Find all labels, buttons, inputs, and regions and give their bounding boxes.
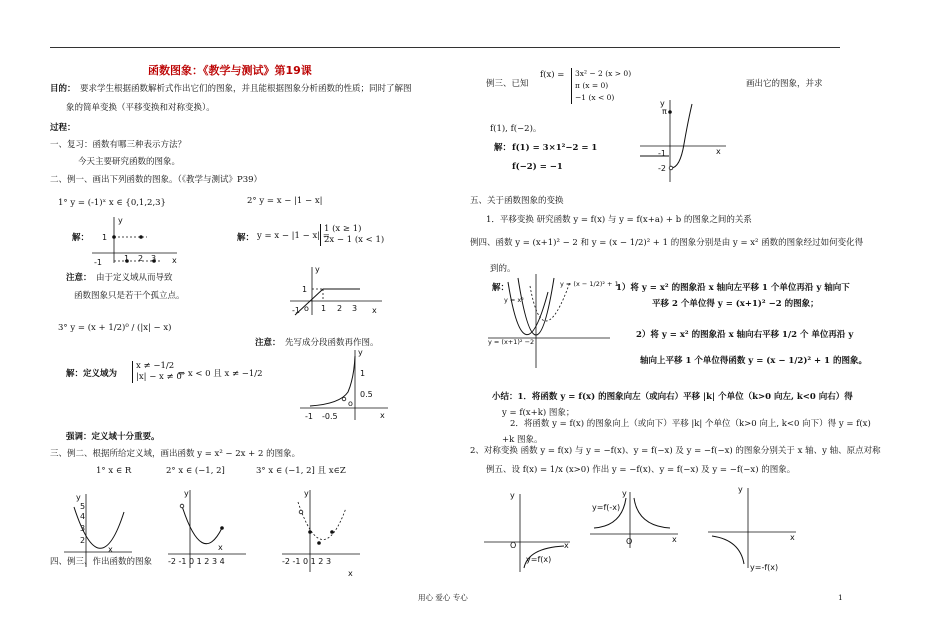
closed-point xyxy=(317,541,321,545)
domain-label: 解：定义域为 xyxy=(66,369,118,379)
tick-label: 1 xyxy=(360,369,366,378)
example3-label: 例三、已知 xyxy=(486,79,529,89)
graph-parabola-shifts xyxy=(488,272,619,372)
tick-label: -2 -1 0 1 2 3 xyxy=(282,557,332,566)
symmetry-line: 2、对称变换 函数 y = f(x) 与 y = −f(x)、y = f(−x) 及 y = −f(−x) 的图象分别关于 x 轴、y 轴、原点对称 xyxy=(470,446,881,456)
data-point xyxy=(139,235,143,239)
axis-label-x: x xyxy=(108,545,113,554)
tick-label: π xyxy=(662,107,667,116)
open-point xyxy=(669,166,673,170)
curve-label: y = x² xyxy=(504,296,524,304)
origin-label: o xyxy=(348,399,353,408)
graph-parabola-integers xyxy=(282,488,362,580)
axis-label-y: y xyxy=(510,491,515,500)
open-point xyxy=(299,510,303,514)
curve-right xyxy=(671,104,692,168)
top-rule xyxy=(50,47,840,48)
example5-line: 例五、设 f(x) = 1/x (x>0) 作出 y = −f(x)、y = f(−x) 及 y = −f(−x) 的图象。 xyxy=(486,465,796,475)
note-label: 注意： xyxy=(66,273,92,283)
axis-label-y: y xyxy=(660,99,665,108)
axis-label-y: y xyxy=(184,489,189,498)
tick-label: 3 xyxy=(80,524,86,533)
curve xyxy=(712,536,744,564)
ex4-solution-1b: 平移 2 个单位得 y = (x+1)² −2 的图象； xyxy=(652,299,819,309)
axis-label-y: y xyxy=(358,348,363,357)
graph-ex3-piecewise xyxy=(640,96,730,184)
graph-parabola-interval xyxy=(168,488,248,572)
tick-label: 1 xyxy=(321,304,327,313)
note-label-2: 注意： xyxy=(255,338,281,348)
graph-f-negx xyxy=(590,488,680,558)
tick-label: -1 xyxy=(658,149,666,158)
graph-neg-f-negx xyxy=(708,484,798,574)
ex1-solution-label: 解： xyxy=(72,233,90,243)
tick-label: 1 xyxy=(302,285,308,294)
summary-1 xyxy=(492,392,853,403)
domain-result: ⇒ x < 0 且 x ≠ −1/2 xyxy=(178,369,263,379)
goal-text-2: 象的简单变换（平移变换和对称变换）。 xyxy=(66,103,215,113)
ex3-answer-2: f(−2) = −1 xyxy=(512,162,563,172)
axis-label-x: x xyxy=(564,541,569,550)
graph-hyperbola-branch xyxy=(300,348,390,423)
tick-label: 4 xyxy=(80,512,86,521)
footer: 用心 爱心 专心 xyxy=(418,593,468,602)
curve xyxy=(182,506,222,544)
curve-dashed xyxy=(298,502,346,540)
summary-1b: y = f(x+k) 图象； xyxy=(502,408,575,418)
note-1b: 函数图象只是若干个孤立点。 xyxy=(74,291,185,301)
curve-shift-left xyxy=(508,282,548,335)
example4-line-b: 到的。 xyxy=(490,264,516,274)
example1-line: 二、例一、画出下列函数的图象。（《教学与测试》P39） xyxy=(50,175,263,185)
emphasis-line: 强调：定义域十分重要。 xyxy=(66,432,160,442)
axis-label-x: x xyxy=(380,411,385,420)
ex1-formula-3: 3° y = (x + 1/2)⁰ / (|x| − x) xyxy=(58,323,172,333)
axis-label-x: x xyxy=(348,569,353,578)
tick-label: 3 xyxy=(151,254,157,263)
section5-title: 五、关于函数图象的变换 xyxy=(470,196,564,206)
curve-label: y=-f(x) xyxy=(750,563,779,572)
axis-label-x: x xyxy=(372,306,377,315)
axis-label-y: y xyxy=(622,489,627,498)
review-line: 一、复习：函数有哪三种表示方法？ xyxy=(50,140,187,150)
piecewise-ex1: y = x − |1 − x| = xyxy=(257,231,330,241)
ex4-solution-label: 解： xyxy=(492,283,510,293)
origin-label: O xyxy=(626,537,633,546)
ex3-solution-label: 解： xyxy=(494,143,512,153)
origin-label: O xyxy=(510,541,517,550)
ex4-solution-2b: 轴向上平移 1 个单位得函数 y = (x − 1/2)² + 1 的图象。 xyxy=(640,356,867,366)
tick-label: -1 xyxy=(94,258,102,267)
axis-label-y: y xyxy=(738,485,743,494)
today-line: 今天主要研究函数的图象。 xyxy=(78,157,181,167)
ex4-solution-2: 2）将 y = x² 的图象沿 x 轴向右平移 1/2 个 单位再沿 y xyxy=(636,330,854,340)
piecewise-cases: 1 (x ≥ 1) 2x − 1 (x < 1) xyxy=(320,224,384,246)
summary-text: 小结：1．将函数 y = f(x) 的图象向左（或向右）平移 |k| 个单位（k>0 向左, k<0 向右）得 xyxy=(492,392,853,402)
page-number: 1 xyxy=(838,593,843,602)
example3-ask: f(1), f(−2)。 xyxy=(490,124,542,134)
axis-label-y: y xyxy=(118,216,123,225)
tick-label: -0.5 xyxy=(322,412,338,421)
tick-label: 1 xyxy=(102,233,108,242)
ex1-solution-label-2: 解： xyxy=(237,233,255,243)
ex3-function: f(x) = xyxy=(540,70,565,80)
axis-label-y: y xyxy=(315,265,320,274)
ex1-formula-2: 2° y = x − |1 − x| xyxy=(247,196,323,206)
tick-label: 2 xyxy=(80,536,86,545)
ex2-case-2: 2° x ∈ (−1, 2] xyxy=(166,466,225,476)
closed-point xyxy=(668,110,672,114)
axis-label-x: x xyxy=(218,543,223,552)
summary-2: 2．将函数 y = f(x) 的图象向上（或向下）平移 |k| 个单位（k>0 向上, k<0 向下）得 y = f(x) xyxy=(510,419,871,429)
example3-tail: 画出它的图象，并求 xyxy=(746,79,823,89)
goal-label: 目的： xyxy=(50,84,76,94)
summary-2b: +k 图象。 xyxy=(502,435,543,445)
ex3-pieces: 3x² − 2 (x > 0) π (x = 0) −1 (x < 0) xyxy=(571,68,631,104)
tick-label: 3 xyxy=(352,304,358,313)
axis-label-x: x xyxy=(790,533,795,542)
page-title: 函数图象：《教学与测试》第19课 xyxy=(148,64,312,77)
graph-piecewise-linear xyxy=(290,263,385,318)
axis-label-y: y xyxy=(304,489,309,498)
closed-point xyxy=(330,530,334,534)
open-point xyxy=(342,397,346,401)
tick-label: -1 xyxy=(305,412,313,421)
note-1: 由于定义域从而导致 xyxy=(96,273,173,283)
axis-label-x: x xyxy=(716,147,721,156)
closed-point xyxy=(308,530,312,534)
shift-line: 1．平移变换 研究函数 y = f(x) 与 y = f(x+a) + b 的图象之间的关系 xyxy=(486,215,752,225)
tick-label: -2 -1 0 1 2 3 4 xyxy=(168,557,225,566)
goal-text: 要求学生根据函数解析式作出它们的图象，并且能根据图象分析函数的性质；同时了解图 xyxy=(80,84,412,94)
example2-line: 三、例二、根据所给定义域，画出函数 y = x² − 2x + 2 的图象。 xyxy=(50,449,301,459)
example4-line: 例四、函数 y = (x+1)² − 2 和 y = (x − 1/2)² + 1 的图象分别是由 y = x² 函数的图象经过如何变化得 xyxy=(470,238,864,248)
ex1-formula-1: 1° y = (-1)ˣ x ∈ {0,1,2,3} xyxy=(58,198,166,208)
ex2-case-1: 1° x ∈ R xyxy=(96,466,132,476)
ex4-bottom-line: 四、例三、作出函数的图象 xyxy=(50,557,153,567)
tick-label: -2 xyxy=(658,164,666,173)
domain-cases: x ≠ −1/2 |x| − x ≠ 0 xyxy=(132,361,182,383)
tick-label: 2 xyxy=(337,304,343,313)
closed-point xyxy=(220,526,224,530)
origin-label: o xyxy=(304,304,309,313)
tick-label: -1 xyxy=(292,306,300,315)
note-2: 先写成分段函数再作图。 xyxy=(285,338,379,348)
curve-label: y = (x − 1/2)² + 1 xyxy=(560,280,619,288)
curve xyxy=(634,498,670,528)
ex2-case-3: 3° x ∈ (−1, 2] 且 x∈Z xyxy=(256,466,346,476)
tick-label: 5 xyxy=(80,502,86,511)
ex3-answer-1: f(1) = 3×1²−2 = 1 xyxy=(512,143,598,153)
axis-label-x: x xyxy=(172,256,177,265)
axis-label-x: x xyxy=(672,535,677,544)
curve-label: y=f(x) xyxy=(526,555,552,564)
data-point xyxy=(112,235,116,239)
tick-label: 2 xyxy=(138,254,144,263)
tick-label: 0.5 xyxy=(360,390,373,399)
curve-label: y = (x+1)² −2 xyxy=(488,338,535,346)
process-label: 过程： xyxy=(50,123,76,133)
ex4-solution-1: 1）将 y = x² 的图象沿 x 轴向左平移 1 个单位再沿 y 轴向下 xyxy=(616,283,850,293)
tick-label: 1 xyxy=(124,254,130,263)
open-point xyxy=(180,504,184,508)
graph-discrete-points xyxy=(92,215,182,265)
axis-label-y: y xyxy=(76,493,81,502)
graph-neg-fx xyxy=(484,490,574,575)
curve-label: y=f(-x) xyxy=(592,503,621,512)
